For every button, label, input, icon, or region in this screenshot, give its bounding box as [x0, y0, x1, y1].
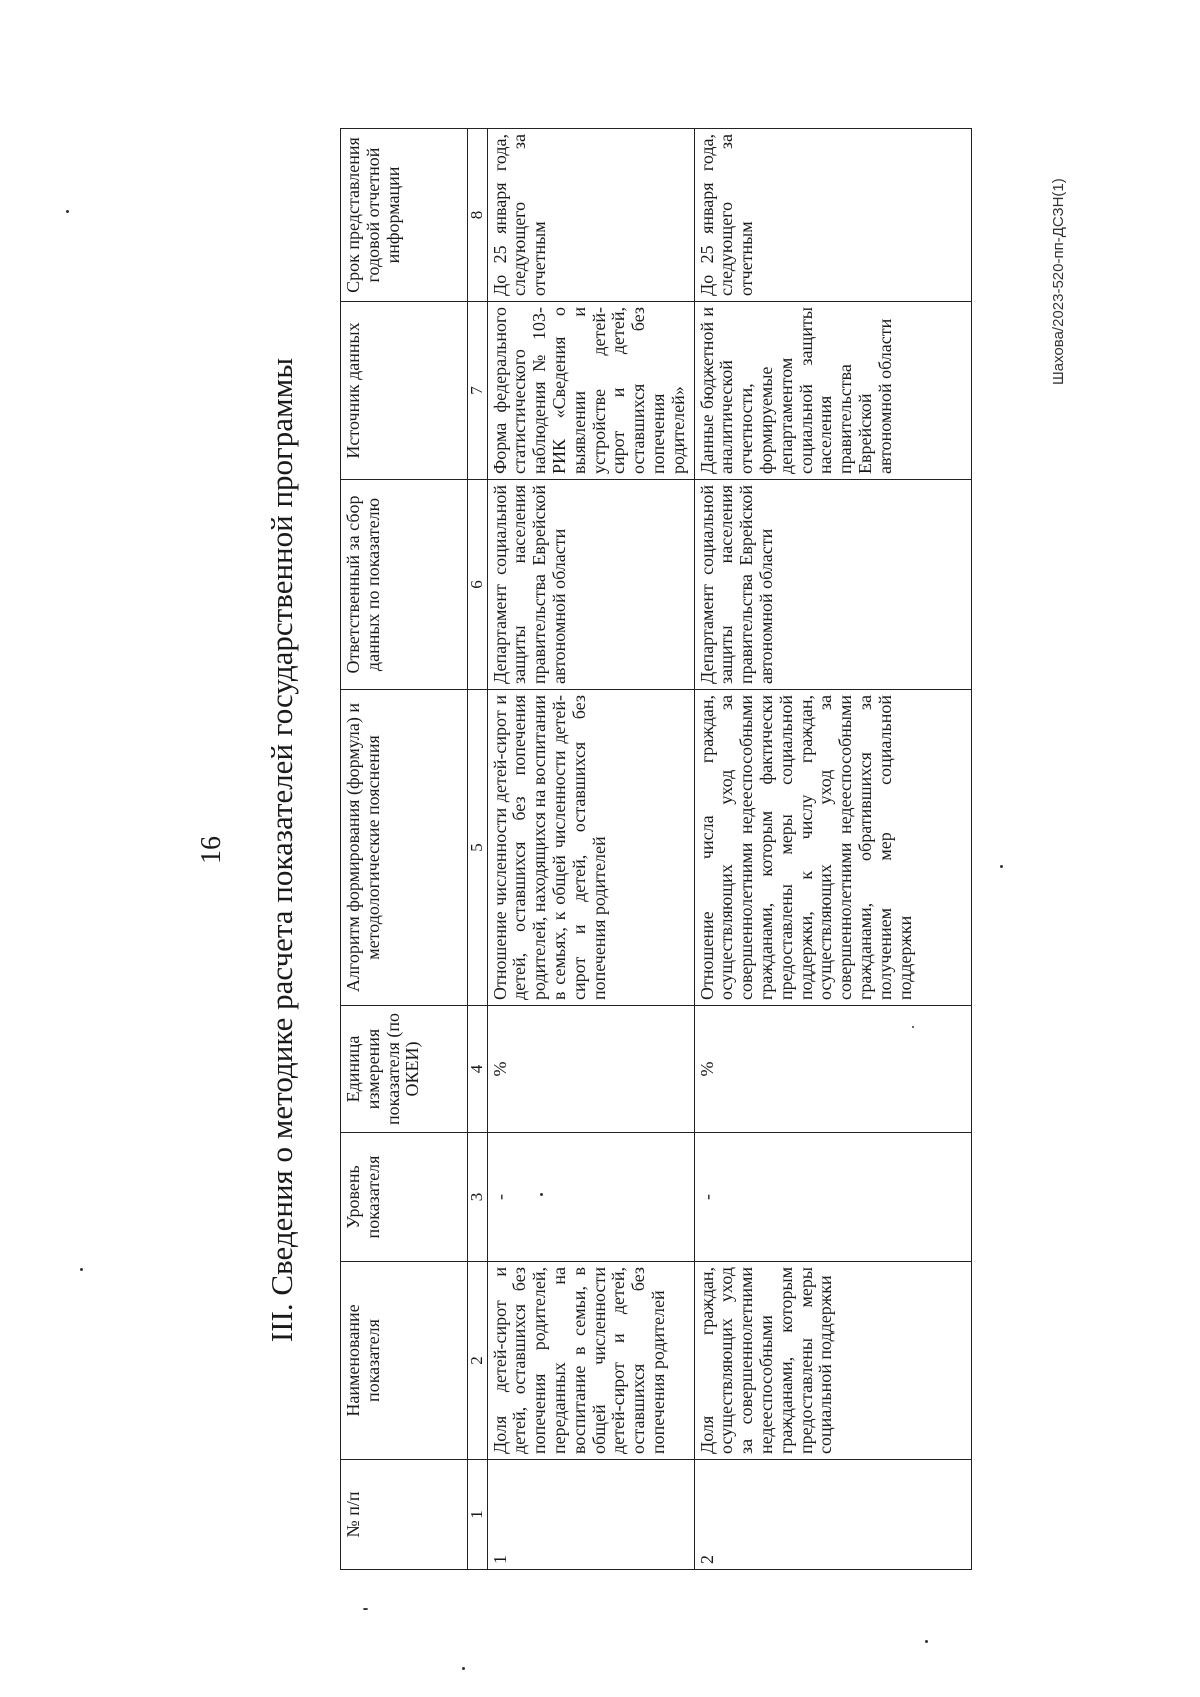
scan-speck	[462, 1667, 465, 1670]
indicator-algorithm: Отношение числа граждан, осуществляющих уход за совершеннолетними недееспособными гражданами, которым фактически предоставлены меры социальной поддержки, к числу граждан, осуществляющих уход за совершеннолетними недееспособными гражданами, обратившихся за получением мер социальной поддержки	[694, 690, 971, 1006]
header-cell-unit: Единица измерения показателя (по ОКЕИ)	[341, 1006, 468, 1133]
header-cell-num: № п/п	[341, 1460, 468, 1570]
indicator-level: -	[487, 1133, 694, 1262]
rotated-content	[170, 90, 1130, 1610]
indicator-level: -	[694, 1133, 971, 1262]
column-number: 3	[468, 1133, 488, 1262]
scan-speck	[540, 1193, 543, 1196]
header-cell-source: Источник данных	[341, 302, 468, 480]
indicator-responsible: Департамент социальной защиты населения правительства Еврейской автономной области	[487, 480, 694, 690]
indicators-methodology-table	[340, 128, 972, 1570]
indicator-source: Данные бюджетной и аналитической отчетности, формируемые департаментом социальной защиты населения правительства Еврейской автономной области	[694, 302, 971, 480]
indicator-algorithm: Отношение численности детей-сирот и детей, оставшихся без попечения родителей, находящихся на воспитании в семьях, к общей численности детей-сирот и детей, оставшихся без попечения родителей	[487, 690, 694, 1006]
column-number: 6	[468, 480, 488, 690]
header-cell-algorithm: Алгоритм формирования (формула) и методологические пояснения	[341, 690, 468, 1006]
document-code: Шахова/2023-520-пп-ДСЗН(1)	[1050, 178, 1067, 385]
row-number: 1	[487, 1460, 694, 1570]
indicator-unit: %	[487, 1006, 694, 1133]
column-number: 8	[468, 129, 488, 302]
scan-speck	[66, 210, 69, 213]
column-number: 5	[468, 690, 488, 1006]
table-row	[487, 129, 694, 1570]
header-cell-name: Наименование показателя	[341, 1262, 468, 1460]
indicator-name: Доля детей-сирот и детей, оставшихся без попечения родителей, переданных на воспитание в семьи, в общей численности детей-сирот и детей, оставшихся без попечения родителей	[487, 1262, 694, 1460]
column-numbers-row	[468, 129, 488, 1570]
indicator-deadline: До 25 января года, следующего за отчетным	[694, 129, 971, 302]
indicator-source: Форма федерального статистического наблюдения № 103-РИК «Сведения о выявлении и устройстве детей-сирот и детей, оставшихся без попечения родителей»	[487, 302, 694, 480]
page-title: III. Сведения о методике расчета показателей государственной программы	[264, 357, 299, 1343]
row-number: 2	[694, 1460, 971, 1570]
scan-speck	[363, 1608, 368, 1610]
header-cell-responsible: Ответственный за сбор данных по показателю	[341, 480, 468, 690]
scan-speck	[80, 1268, 83, 1271]
header-cell-deadline: Срок представления годовой отчетной информации	[341, 129, 468, 302]
header-row	[341, 129, 468, 1570]
scan-speck	[925, 1640, 928, 1643]
scan-speck	[912, 1026, 914, 1028]
page-number: 16	[196, 836, 227, 864]
indicator-deadline: До 25 января года, следующего за отчетным	[487, 129, 694, 302]
header-cell-level: Уровень показателя	[341, 1133, 468, 1262]
scan-speck	[1000, 865, 1003, 868]
table-row	[694, 129, 971, 1570]
column-number: 4	[468, 1006, 488, 1133]
column-number: 1	[468, 1460, 488, 1570]
indicator-name: Доля граждан, осуществляющих уход за совершеннолетними недееспособными гражданами, которым предоставлены меры социальной поддержки	[694, 1262, 971, 1460]
column-number: 7	[468, 302, 488, 480]
indicator-responsible: Департамент социальной защиты населения правительства Еврейской автономной области	[694, 480, 971, 690]
indicator-unit: %	[694, 1006, 971, 1133]
column-number: 2	[468, 1262, 488, 1460]
